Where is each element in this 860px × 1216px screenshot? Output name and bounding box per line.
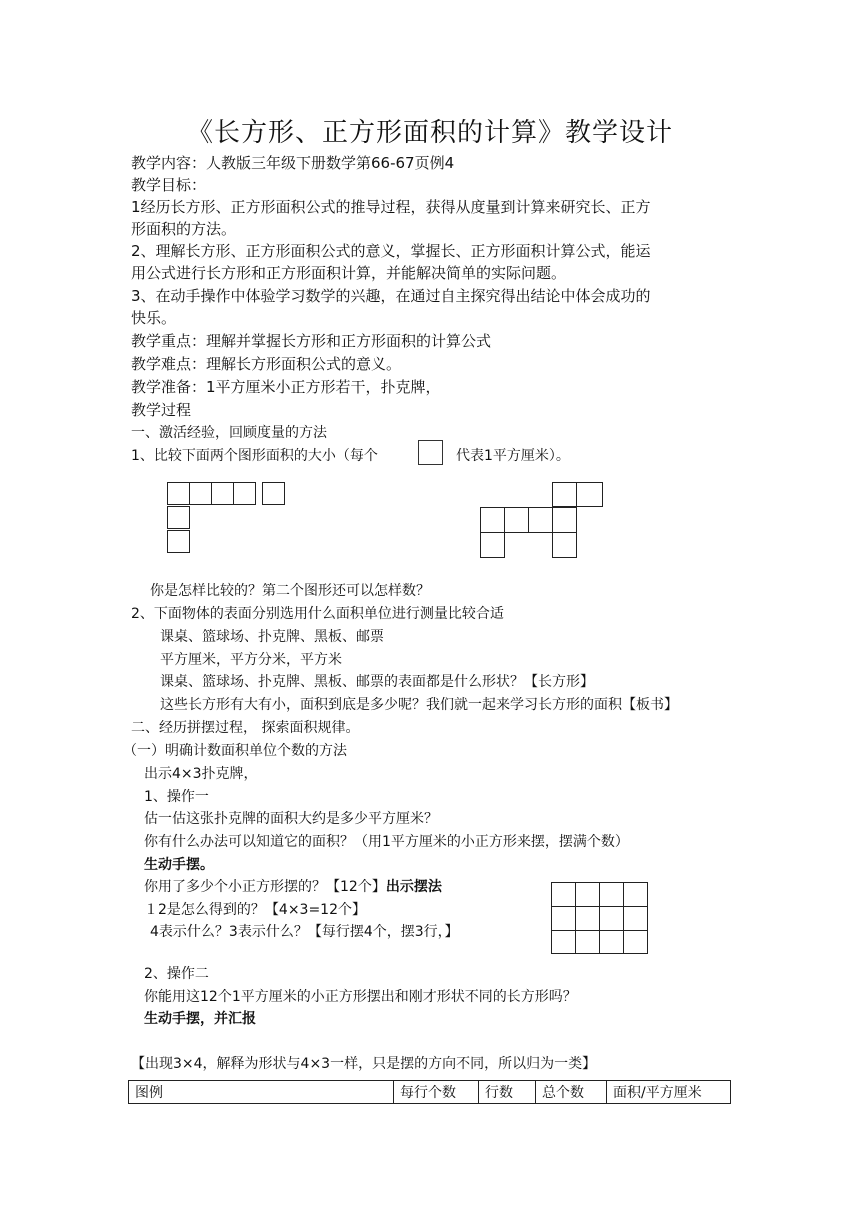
appear-note: 【出现3×4，解释为形状与4×3一样，只是摆的方向不同，所以归为一类】 xyxy=(131,1056,597,1072)
table-header-cell: 总个数 xyxy=(536,1081,607,1104)
section-2-heading: 二、经历拼摆过程， 探索面积规律。 xyxy=(131,720,360,736)
card-grid-cell xyxy=(599,882,624,907)
card-grid-cell xyxy=(599,930,624,954)
card-grid-cell xyxy=(599,906,624,931)
figure-1-cell xyxy=(167,482,190,505)
key-point: 教学重点：理解并掌握长方形和正方形面积的计算公式 xyxy=(131,332,492,350)
count-question-text: 你用了多少个小正方形摆的？【12个】 xyxy=(144,879,386,895)
difficulty: 教学难点：理解长方形面积公式的意义。 xyxy=(131,355,402,373)
card-grid-cell xyxy=(575,906,600,931)
figure-2-cell xyxy=(480,507,505,533)
question-1-unit-text: 代表1平方厘米）。 xyxy=(456,448,570,464)
question-1-text: 1、比较下面两个图形面积的大小（每个 xyxy=(131,448,378,464)
figure-2-cell xyxy=(552,532,577,558)
document-title: 《长方形、正方形面积的计算》教学设计 xyxy=(186,118,673,148)
table-header-cell: 行数 xyxy=(479,1081,536,1104)
subsection-1-heading: （一）明确计数面积单位个数的方法 xyxy=(123,743,347,759)
goal-1-line-1: 1经历长方形、正方形面积公式的推导过程，获得从度量到计算来研究长、正方 xyxy=(131,198,651,216)
question-2-text: 2、下面物体的表面分别选用什么面积单位进行测量比较合适 xyxy=(131,606,504,622)
question-2-shape: 课桌、篮球场、扑克牌、黑板、邮票的表面都是什么形状？【长方形】 xyxy=(160,674,594,690)
figure-1-cell xyxy=(233,482,256,505)
card-grid-cell xyxy=(623,906,648,931)
goals-label: 教学目标： xyxy=(131,176,207,194)
operation-2-heading: 2、操作二 xyxy=(144,966,209,982)
card-grid-cell xyxy=(575,930,600,954)
unit-square-icon xyxy=(418,440,443,465)
card-grid-cell xyxy=(551,930,576,954)
table-header-cell: 图例 xyxy=(129,1081,394,1104)
figure-1-cell xyxy=(211,482,234,505)
count-question xyxy=(144,876,442,896)
operation-2-hands-on: 生动手摆，并汇报 xyxy=(144,1011,256,1027)
twelve-question: １2是怎么得到的？【4×3=12个】 xyxy=(144,902,366,918)
estimate-question: 估一估这张扑克牌的面积大约是多少平方厘米？ xyxy=(144,811,438,827)
figure-2-cell xyxy=(528,507,553,533)
table-header-cell: 面积/平方厘米 xyxy=(607,1081,731,1104)
preparation: 教学准备：1平方厘米小正方形若干，扑克牌， xyxy=(131,378,441,396)
show-card: 出示4×3扑克牌， xyxy=(144,766,258,782)
goal-2-line-1: 2、理解长方形、正方形面积公式的意义，掌握长、正方形面积计算公式，能运 xyxy=(131,242,651,260)
goal-2-line-2: 用公式进行长方形和正方形面积计算，并能解决简单的实际问题。 xyxy=(131,264,567,282)
figure-2-cell xyxy=(504,507,529,533)
figure-1-cell xyxy=(167,506,190,529)
results-table xyxy=(128,1080,731,1104)
card-grid-cell xyxy=(575,882,600,907)
teaching-content: 教学内容：人教版三年级下册数学第66-67页例4 xyxy=(131,154,455,172)
operation-1-heading: 1、操作一 xyxy=(144,789,209,805)
figure-2-cell xyxy=(576,482,603,507)
method-question: 你有什么办法可以知道它的面积？（用1平方厘米的小正方形来摆，摆满个数） xyxy=(144,834,629,850)
figure-1-cell xyxy=(262,482,285,505)
question-2-units: 平方厘米，平方分米，平方米 xyxy=(160,652,342,668)
goal-3-line-2: 快乐。 xyxy=(131,309,177,327)
process-heading: 教学过程 xyxy=(131,401,192,419)
figure-1-cell xyxy=(167,530,190,553)
section-1-heading: 一、激活经验，回顾度量的方法 xyxy=(131,425,327,441)
four-three-question: 4表示什么？3表示什么？【每行摆4个，摆3行，】 xyxy=(150,924,459,940)
question-2-items: 课桌、篮球场、扑克牌、黑板、邮票 xyxy=(160,629,384,645)
card-grid-cell xyxy=(623,930,648,954)
figure-1-cell xyxy=(189,482,212,505)
question-1-follow: 你是怎样比较的？第二个图形还可以怎样数？ xyxy=(150,583,430,599)
operation-2-question: 你能用这12个1平方厘米的小正方形摆出和刚才形状不同的长方形吗？ xyxy=(144,989,577,1005)
count-show-text: 出示摆法 xyxy=(385,879,442,895)
table-header-cell: 每行个数 xyxy=(394,1081,479,1104)
figure-2-cell xyxy=(552,507,577,533)
hands-on-note: 生动手摆。 xyxy=(144,857,214,873)
card-grid-cell xyxy=(551,882,576,907)
table-header-row xyxy=(129,1081,731,1104)
goal-3-line-1: 3、在动手操作中体验学习数学的兴趣，在通过自主探究得出结论中体会成功的 xyxy=(131,287,651,305)
figure-2-cell xyxy=(552,482,577,507)
question-2-intro: 这些长方形有大有小，面积到底是多少呢？我们就一起来学习长方形的面积【板书】 xyxy=(160,697,678,713)
figure-2-cell xyxy=(480,532,505,558)
card-grid-cell xyxy=(551,906,576,931)
card-grid-cell xyxy=(623,882,648,907)
goal-1-line-2: 形面积的方法。 xyxy=(131,220,237,238)
